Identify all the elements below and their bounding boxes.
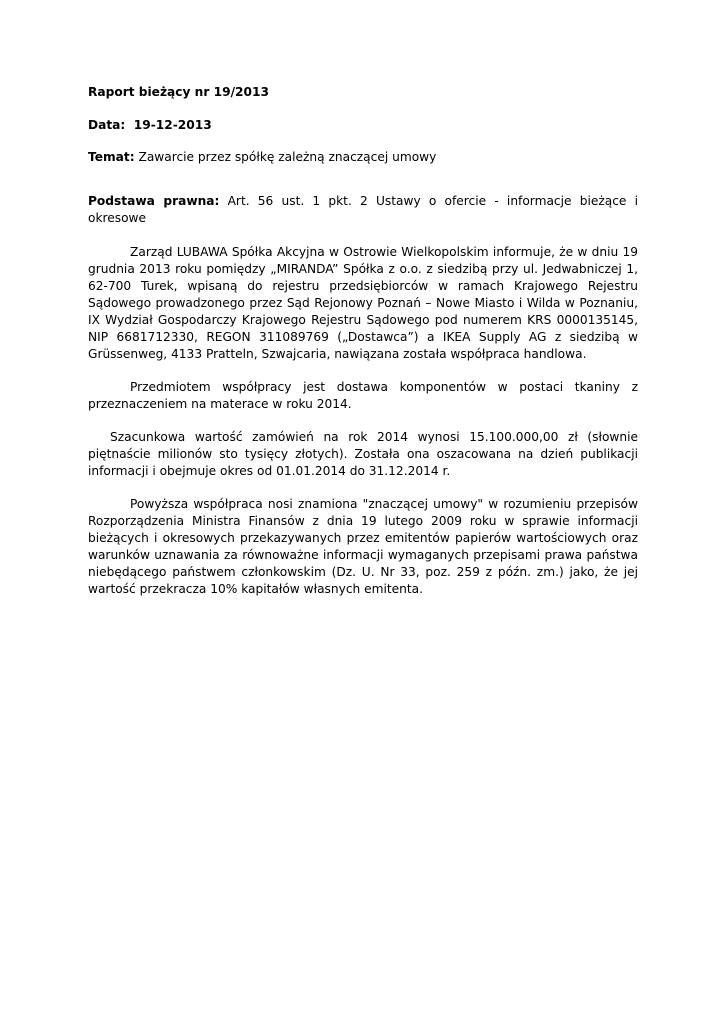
topic-label: Temat: [88, 150, 135, 164]
report-date-line [88, 117, 638, 134]
report-topic-line [88, 149, 638, 166]
paragraph-significance: Powyższa współpraca nosi znamiona "znaczącej umowy" w rozumieniu przepisów Rozporządzenia Ministra Finansów z dnia 19 lutego 2009 roku w sprawie informacji bieżących i okresowych przekazywanych przez emitentów papierów wartościowych oraz warunków uznawania za równoważne informacji wymaganych przepisami prawa państwa niebędącego państwem członkowskim (Dz. U. Nr 33, poz. 259 z późn. zm.) jako, że jej wartość przekracza 10% kapitałów własnych emitenta. [88, 497, 638, 596]
date-label: Data: [88, 118, 126, 132]
paragraph-subject: Przedmiotem współpracy jest dostawa komponentów w postaci tkaniny z przeznaczeniem na materace w roku 2014. [88, 380, 638, 411]
date-value: 19-12-2013 [133, 118, 212, 132]
paragraph-value: Szacunkowa wartość zamówień na rok 2014 wynosi 15.100.000,00 zł (słownie piętnaście milionów sto tysięcy złotych). Została ona oszacowana na dzień publikacji informacji i obejmuje okres od 01.01.2014 do 31.12.2014 r. [88, 430, 638, 478]
legal-basis-label: Podstawa prawna: [88, 194, 220, 208]
legal-basis-value: Art. 56 ust. 1 pkt. 2 Ustawy o ofercie - informacje bieżące i okresowe [88, 194, 638, 225]
report-number: Raport bieżący nr 19/2013 [88, 85, 269, 99]
paragraph-cooperation: Zarząd LUBAWA Spółka Akcyjna w Ostrowie Wielkopolskim informuje, że w dniu 19 grudnia 2013 roku pomiędzy „MIRANDA” Spółka z o.o. z siedzibą przy ul. Jedwabniczej 1, 62-700 Turek, wpisaną do rejestru przedsiębiorców w ramach Krajowego Rejestru Sądowego prowadzonego przez Sąd Rejonowy Poznań – Nowe Miasto i Wilda w Poznaniu, IX Wydział Gospodarczy Krajowego Rejestru Sądowego pod numerem KRS 0000135145, NIP 6681712330, REGON 311089769 („Dostawca”) a IKEA Supply AG z siedzibą w Grüssenweg, 4133 Pratteln, Szwajcaria, nawiązana została współpraca handlowa. [88, 245, 638, 361]
document-page [88, 84, 638, 598]
legal-basis-line [88, 193, 638, 227]
topic-value: Zawarcie przez spółkę zależną znaczącej umowy [138, 150, 437, 164]
